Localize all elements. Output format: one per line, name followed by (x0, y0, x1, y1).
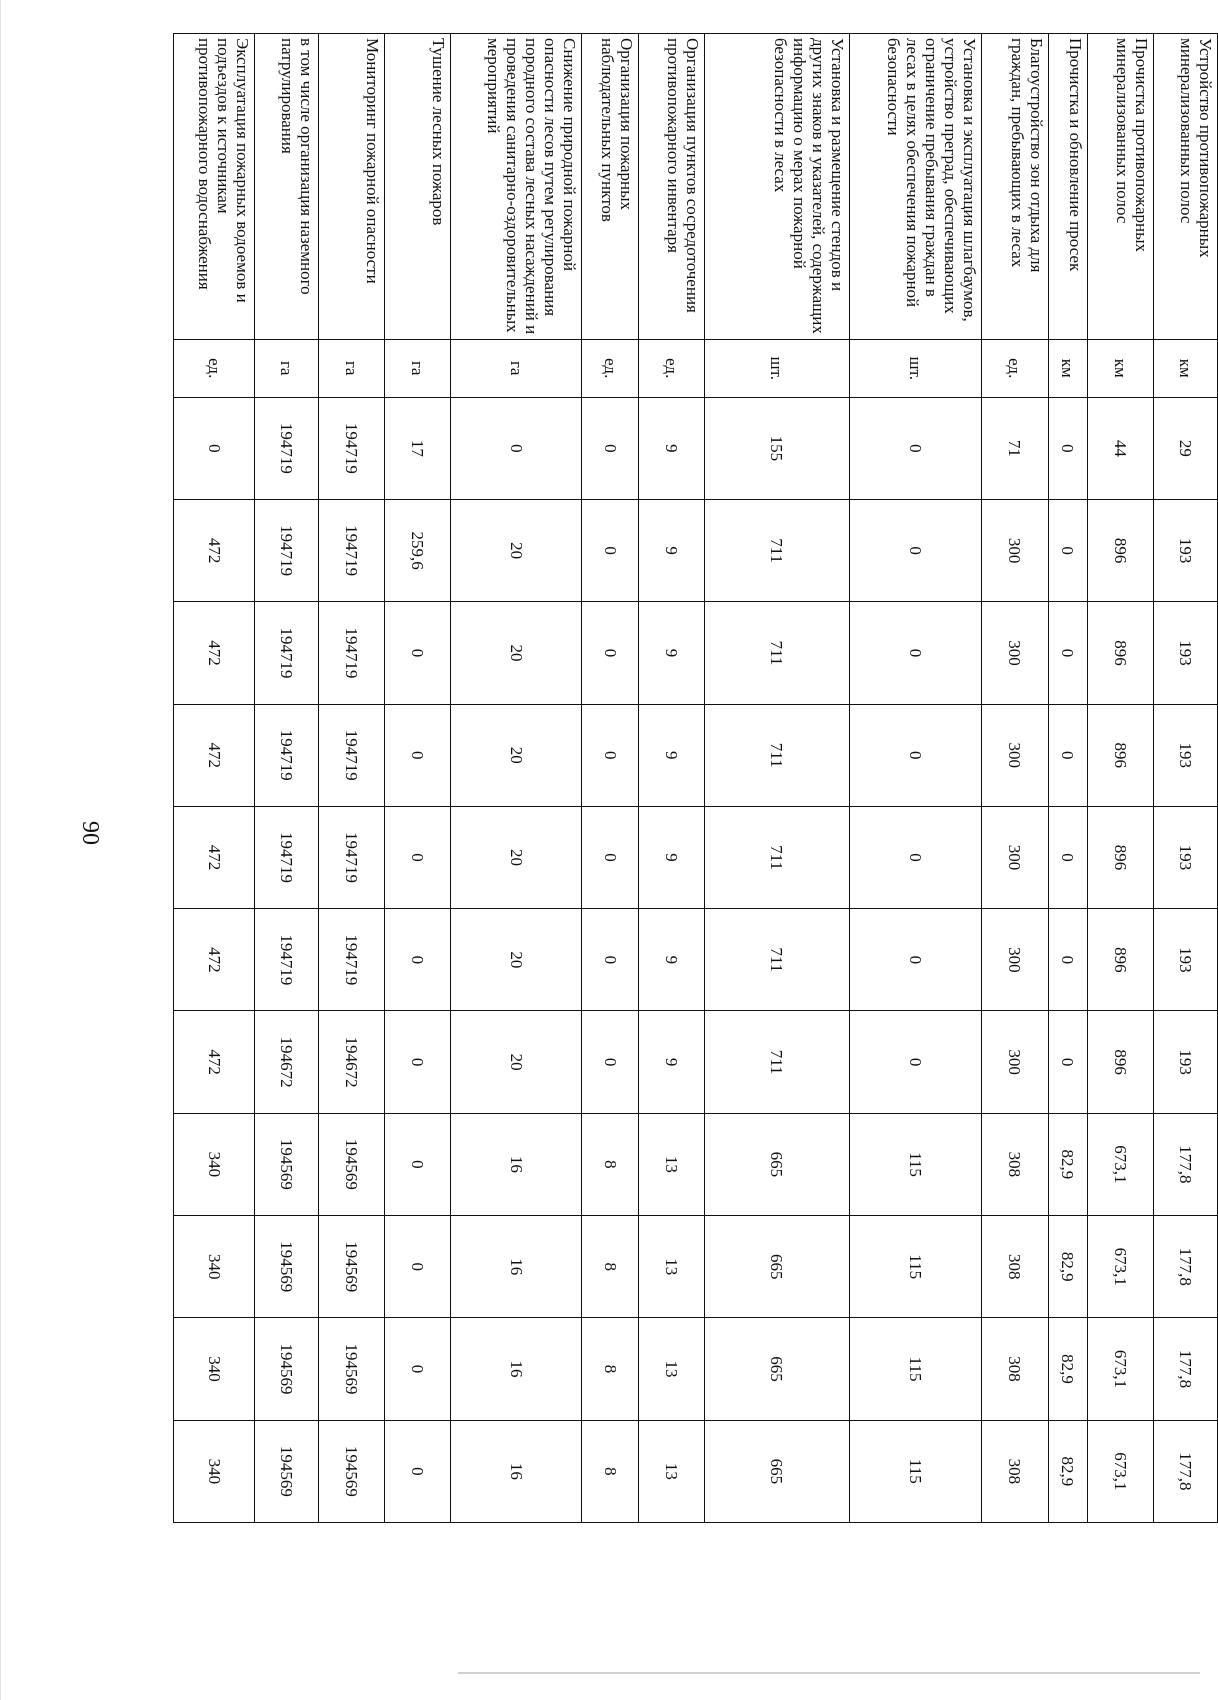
row-value: 17 (385, 397, 451, 499)
row-value: 13 (638, 1113, 704, 1215)
row-value: 9 (638, 602, 704, 704)
row-value: 0 (385, 602, 451, 704)
row-value: 0 (1048, 1011, 1087, 1113)
row-value: 20 (451, 602, 582, 704)
row-value: 193 (1153, 500, 1217, 602)
row-value: 0 (850, 602, 981, 704)
row-value: 665 (704, 1420, 850, 1522)
row-value: 0 (582, 397, 638, 499)
row-value: 13 (638, 1216, 704, 1318)
row-value: 0 (850, 806, 981, 908)
row-value: 673,1 (1088, 1113, 1154, 1215)
table-row (255, 34, 318, 1523)
row-value: 308 (981, 1216, 1048, 1318)
row-value: 82,9 (1048, 1216, 1087, 1318)
row-value: 896 (1088, 500, 1154, 602)
row-value: 20 (451, 704, 582, 806)
row-value: 300 (981, 909, 1048, 1011)
table-row (385, 34, 451, 1523)
row-value: 0 (1048, 806, 1087, 908)
row-value: 8 (582, 1216, 638, 1318)
row-value: 194569 (318, 1420, 385, 1522)
row-value: 340 (174, 1318, 255, 1420)
row-unit: га (318, 339, 385, 397)
row-value: 29 (1153, 397, 1217, 499)
row-value: 308 (981, 1318, 1048, 1420)
row-value: 44 (1088, 397, 1154, 499)
table-row (981, 34, 1048, 1523)
row-value: 472 (174, 1011, 255, 1113)
row-value: 0 (582, 704, 638, 806)
row-value: 300 (981, 704, 1048, 806)
row-value: 16 (451, 1216, 582, 1318)
row-value: 711 (704, 500, 850, 602)
row-value: 194719 (318, 909, 385, 1011)
row-name: Прочистка и обновление просек (1048, 34, 1087, 340)
row-value: 194719 (255, 704, 318, 806)
row-value: 194719 (318, 397, 385, 499)
page-number: 90 (77, 821, 103, 845)
table-row (1153, 34, 1217, 1523)
row-value: 194569 (255, 1318, 318, 1420)
row-value: 115 (850, 1318, 981, 1420)
row-value: 177,8 (1153, 1318, 1217, 1420)
row-value: 472 (174, 602, 255, 704)
row-value: 0 (385, 1318, 451, 1420)
row-value: 194569 (318, 1113, 385, 1215)
row-value: 193 (1153, 909, 1217, 1011)
row-value: 193 (1153, 602, 1217, 704)
row-value: 0 (582, 602, 638, 704)
row-value: 472 (174, 704, 255, 806)
row-value: 308 (981, 1113, 1048, 1215)
row-value: 0 (451, 397, 582, 499)
row-value: 9 (638, 909, 704, 1011)
row-value: 16 (451, 1113, 582, 1215)
row-value: 673,1 (1088, 1420, 1154, 1522)
row-value: 115 (850, 1216, 981, 1318)
row-value: 896 (1088, 909, 1154, 1011)
row-value: 193 (1153, 1011, 1217, 1113)
row-value: 0 (385, 704, 451, 806)
row-value: 9 (638, 704, 704, 806)
row-value: 0 (850, 500, 981, 602)
row-unit: км (1153, 339, 1217, 397)
row-value: 673,1 (1088, 1216, 1154, 1318)
row-name: Устройство противопожарных минерализованных полос (1153, 34, 1217, 340)
row-value: 308 (981, 1420, 1048, 1522)
row-value: 711 (704, 602, 850, 704)
row-value: 0 (582, 1011, 638, 1113)
row-value: 9 (638, 1011, 704, 1113)
row-value: 0 (582, 500, 638, 602)
row-value: 194569 (255, 1216, 318, 1318)
row-value: 115 (850, 1113, 981, 1215)
row-value: 194569 (255, 1113, 318, 1215)
row-value: 194719 (255, 397, 318, 499)
table-row (174, 34, 255, 1523)
table-row (451, 34, 582, 1523)
table-row (1088, 34, 1154, 1523)
row-value: 71 (981, 397, 1048, 499)
row-value: 259,6 (385, 500, 451, 602)
row-value: 82,9 (1048, 1318, 1087, 1420)
row-value: 194719 (318, 704, 385, 806)
row-name: в том числе организация наземного патрулирования (255, 34, 318, 340)
row-value: 0 (385, 909, 451, 1011)
row-name: Установка и размещение стендов и других знаков и указателей, содержащих информацию о мерах пожарной безопасности в лесах (704, 34, 850, 340)
row-name: Прочистка противопожарных минерализованных полос (1088, 34, 1154, 340)
row-value: 472 (174, 806, 255, 908)
row-value: 194672 (318, 1011, 385, 1113)
row-value: 896 (1088, 806, 1154, 908)
table-wrapper (173, 33, 1218, 1523)
row-value: 16 (451, 1420, 582, 1522)
row-value: 194569 (318, 1318, 385, 1420)
row-value: 194719 (318, 500, 385, 602)
row-value: 0 (1048, 704, 1087, 806)
row-name: Эксплуатация пожарных водоемов и подъездов к источникам противопожарного водоснабжения (174, 34, 255, 340)
row-unit: ед. (582, 339, 638, 397)
scan-margin-line (0, 0, 1, 1700)
row-value: 896 (1088, 704, 1154, 806)
row-name: Мониторинг пожарной опасности (318, 34, 385, 340)
row-name: Организация пожарных наблюдательных пунктов (582, 34, 638, 340)
row-name: Тушение лесных пожаров (385, 34, 451, 340)
row-value: 0 (385, 1113, 451, 1215)
row-value: 0 (850, 397, 981, 499)
row-value: 155 (704, 397, 850, 499)
row-value: 82,9 (1048, 1113, 1087, 1215)
table-row (850, 34, 981, 1523)
row-value: 0 (385, 1420, 451, 1522)
row-value: 193 (1153, 806, 1217, 908)
row-unit: км (1048, 339, 1087, 397)
row-value: 20 (451, 806, 582, 908)
table-row (582, 34, 638, 1523)
row-value: 16 (451, 1318, 582, 1420)
row-value: 0 (385, 1216, 451, 1318)
row-value: 0 (1048, 909, 1087, 1011)
row-unit: га (451, 339, 582, 397)
row-value: 177,8 (1153, 1113, 1217, 1215)
row-value: 711 (704, 806, 850, 908)
row-value: 472 (174, 909, 255, 1011)
row-value: 9 (638, 806, 704, 908)
row-value: 673,1 (1088, 1318, 1154, 1420)
row-value: 0 (582, 806, 638, 908)
row-value: 177,8 (1153, 1420, 1217, 1522)
row-value: 194719 (255, 806, 318, 908)
row-value: 82,9 (1048, 1420, 1087, 1522)
row-value: 0 (850, 909, 981, 1011)
row-value: 472 (174, 500, 255, 602)
row-name: Организация пунктов сосредоточения противопожарного инвентаря (638, 34, 704, 340)
row-value: 340 (174, 1216, 255, 1318)
row-value: 9 (638, 500, 704, 602)
row-name: Установка и эксплуатация шлагбаумов, устройство преград, обеспечивающих ограничение пребывания граждан в лесах в целях обеспечения пожарной безопасности (850, 34, 981, 340)
row-value: 0 (582, 909, 638, 1011)
row-value: 340 (174, 1113, 255, 1215)
row-value: 711 (704, 909, 850, 1011)
row-value: 8 (582, 1420, 638, 1522)
table-row (638, 34, 704, 1523)
row-value: 194719 (318, 806, 385, 908)
row-value: 115 (850, 1420, 981, 1522)
row-name: Снижение природной пожарной опасности лесов путем регулирования породного состава лесных насаждений и проведения санитарно-оздоровительных мероприятий (451, 34, 582, 340)
row-unit: шт. (850, 339, 981, 397)
row-value: 20 (451, 909, 582, 1011)
table-row (704, 34, 850, 1523)
row-value: 0 (1048, 602, 1087, 704)
row-value: 711 (704, 704, 850, 806)
row-value: 0 (385, 1011, 451, 1113)
row-value: 300 (981, 806, 1048, 908)
row-value: 300 (981, 500, 1048, 602)
row-value: 300 (981, 602, 1048, 704)
row-value: 0 (850, 1011, 981, 1113)
row-value: 20 (451, 1011, 582, 1113)
row-value: 8 (582, 1318, 638, 1420)
row-value: 13 (638, 1318, 704, 1420)
row-value: 665 (704, 1318, 850, 1420)
row-unit: га (255, 339, 318, 397)
row-value: 340 (174, 1420, 255, 1522)
data-table (173, 33, 1218, 1523)
row-value: 13 (638, 1420, 704, 1522)
row-value: 194719 (255, 500, 318, 602)
row-name: Благоустройство зон отдыха для граждан, пребывающих в лесах (981, 34, 1048, 340)
row-value: 194719 (255, 602, 318, 704)
row-value: 0 (1048, 397, 1087, 499)
row-value: 300 (981, 1011, 1048, 1113)
scan-bottom-edge (458, 1672, 1200, 1674)
row-value: 665 (704, 1216, 850, 1318)
row-value: 0 (385, 806, 451, 908)
row-value: 0 (1048, 500, 1087, 602)
row-value: 194569 (318, 1216, 385, 1318)
table-row (1048, 34, 1087, 1523)
table-row (318, 34, 385, 1523)
row-unit: га (385, 339, 451, 397)
row-value: 194719 (318, 602, 385, 704)
row-value: 20 (451, 500, 582, 602)
row-value: 9 (638, 397, 704, 499)
row-value: 194569 (255, 1420, 318, 1522)
row-value: 194672 (255, 1011, 318, 1113)
row-value: 665 (704, 1113, 850, 1215)
row-value: 896 (1088, 1011, 1154, 1113)
row-value: 0 (174, 397, 255, 499)
row-value: 896 (1088, 602, 1154, 704)
row-value: 193 (1153, 704, 1217, 806)
row-unit: км (1088, 339, 1154, 397)
row-value: 0 (850, 704, 981, 806)
row-unit: ед. (174, 339, 255, 397)
row-value: 711 (704, 1011, 850, 1113)
row-value: 8 (582, 1113, 638, 1215)
row-unit: ед. (638, 339, 704, 397)
row-unit: шт. (704, 339, 850, 397)
row-value: 177,8 (1153, 1216, 1217, 1318)
row-unit: ед. (981, 339, 1048, 397)
row-value: 194719 (255, 909, 318, 1011)
